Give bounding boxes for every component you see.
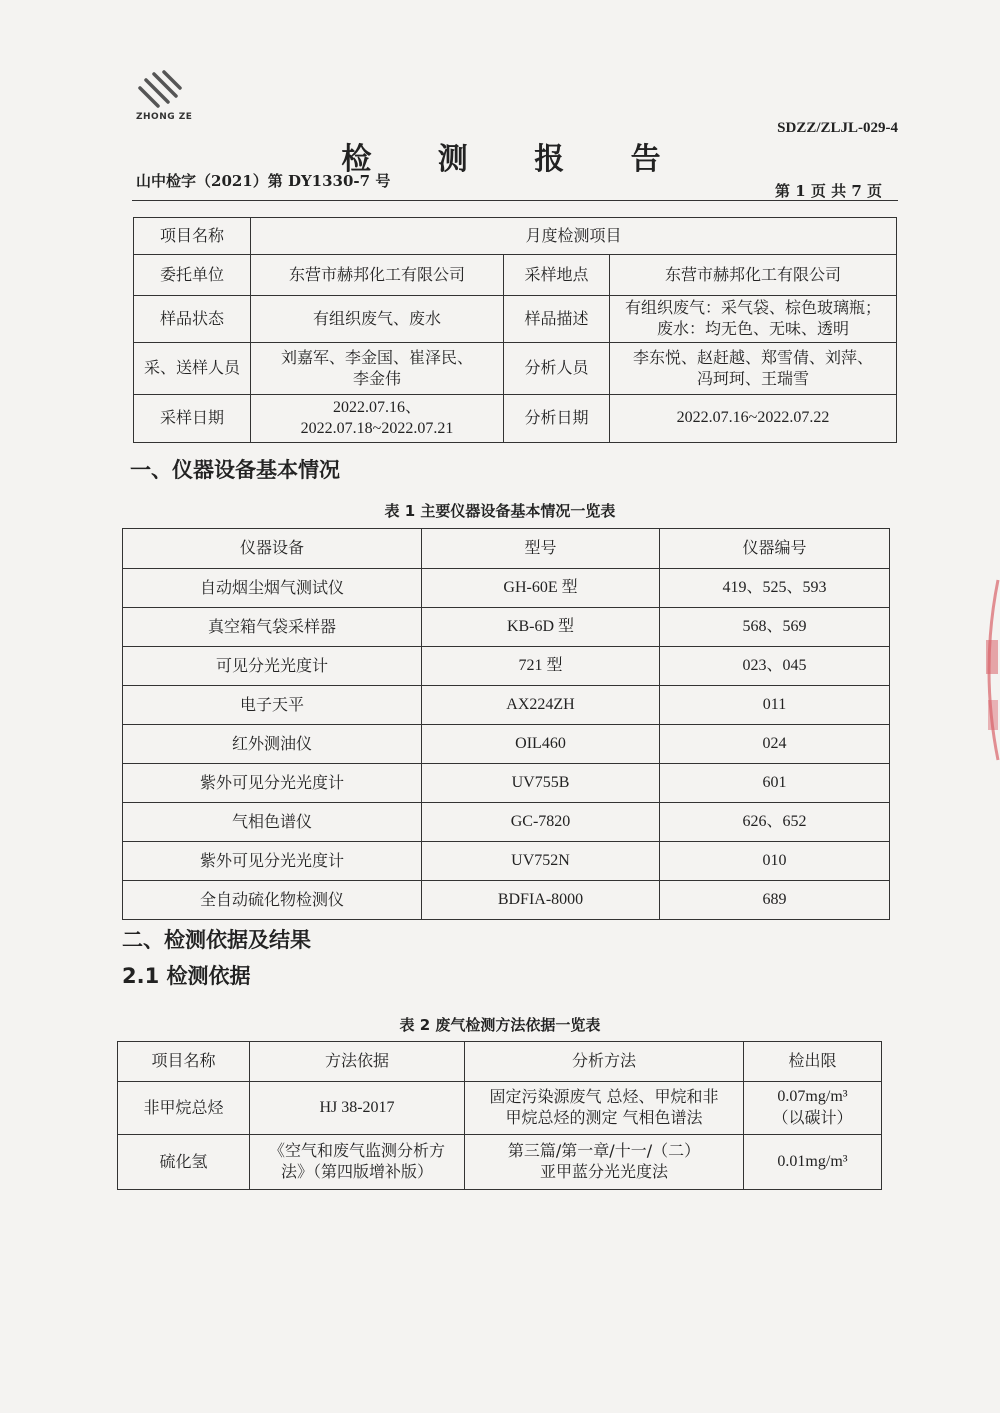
equipment-number: 419、525、593 <box>660 569 890 608</box>
page-info: 第 1 页 共 7 页 <box>775 182 882 200</box>
equipment-model: UV755B <box>422 764 660 803</box>
method-basis <box>250 1135 465 1190</box>
company-logo <box>132 68 202 128</box>
info-table <box>133 217 897 443</box>
method-limit <box>744 1082 882 1135</box>
method-item: 非甲烷总烃 <box>118 1082 250 1135</box>
table-row <box>123 686 890 725</box>
table-row <box>118 1082 882 1135</box>
analyst-line-2: 冯珂珂、王瑞雪 <box>696 368 809 388</box>
method-basis: HJ 38-2017 <box>250 1082 465 1135</box>
col-limit-header: 检出限 <box>744 1042 882 1082</box>
method-analysis-line-2: 甲烷总烃的测定 气相色谱法 <box>505 1108 703 1127</box>
sample-desc-label: 样品描述 <box>504 296 610 343</box>
equipment-model: UV752N <box>422 842 660 881</box>
project-name-label: 项目名称 <box>134 218 251 255</box>
method-header-row <box>118 1042 882 1082</box>
logo-mark-icon <box>132 68 192 112</box>
method-analysis <box>465 1082 744 1135</box>
method-limit-line-1: 0.07mg/m³ <box>777 1088 848 1106</box>
sample-date-line-1: 2022.07.16、 <box>332 398 421 416</box>
client-label: 委托单位 <box>134 255 251 296</box>
sample-date-label: 采样日期 <box>134 395 251 443</box>
sample-state-value: 有组织废气、废水 <box>251 296 504 343</box>
equipment-model: GH-60E 型 <box>422 569 660 608</box>
method-item: 硫化氢 <box>118 1135 250 1190</box>
table-row <box>123 725 890 764</box>
table-row <box>123 881 890 920</box>
method-basis-line-2: 法》（第四版增补版） <box>280 1162 433 1181</box>
method-limit: 0.01mg/m³ <box>744 1135 882 1190</box>
logo-text: ZHONG ZE <box>136 112 193 122</box>
project-name-value: 月度检测项目 <box>251 218 897 255</box>
section-2-heading: 二、检测依据及结果 <box>122 928 311 952</box>
table-row <box>123 842 890 881</box>
col-equipment-header: 仪器设备 <box>123 529 422 569</box>
col-method-header: 分析方法 <box>465 1042 744 1082</box>
stamp-seal-icon <box>976 570 1000 770</box>
equipment-name: 自动烟尘烟气测试仪 <box>123 569 422 608</box>
equipment-model: GC-7820 <box>422 803 660 842</box>
sample-date-value <box>251 395 504 443</box>
sampler-label: 采、送样人员 <box>134 343 251 395</box>
sample-desc-value <box>610 296 897 343</box>
equipment-model: AX224ZH <box>422 686 660 725</box>
method-limit-line-2: （以碳计） <box>772 1108 853 1127</box>
sample-site-label: 采样地点 <box>504 255 610 296</box>
document-code: SDZZ/ZLJL-029-4 <box>777 120 898 136</box>
equipment-name: 真空箱气袋采样器 <box>123 608 422 647</box>
equipment-model: 721 型 <box>422 647 660 686</box>
equipment-number: 601 <box>660 764 890 803</box>
method-table <box>117 1041 882 1190</box>
equipment-number: 011 <box>660 686 890 725</box>
col-item-header: 项目名称 <box>118 1042 250 1082</box>
equipment-name: 电子天平 <box>123 686 422 725</box>
table-1-caption: 表 1 主要仪器设备基本情况一览表 <box>384 502 616 520</box>
table-row <box>123 764 890 803</box>
table-row <box>118 1135 882 1190</box>
section-2-1-heading: 2.1 检测依据 <box>122 964 251 988</box>
equipment-number: 626、652 <box>660 803 890 842</box>
table-row <box>123 608 890 647</box>
equipment-number: 024 <box>660 725 890 764</box>
analyst-label: 分析人员 <box>504 343 610 395</box>
analysis-date-value: 2022.07.16~2022.07.22 <box>610 395 897 443</box>
method-analysis-line-1: 第三篇/第一章/十一/（二） <box>507 1141 701 1161</box>
header-divider <box>132 200 898 201</box>
equipment-name: 红外测油仪 <box>123 725 422 764</box>
equipment-name: 紫外可见分光光度计 <box>123 764 422 803</box>
method-basis-line-1: 《空气和废气监测分析方 <box>268 1141 445 1161</box>
sampler-line-1: 刘嘉军、李金国、崔泽民、 <box>280 347 473 367</box>
analysis-date-label: 分析日期 <box>504 395 610 443</box>
sample-desc-line-1: 有组织废气：采气袋、棕色玻璃瓶； <box>624 298 881 318</box>
analyst-value <box>610 343 897 395</box>
table-row <box>123 803 890 842</box>
sampler-line-2: 李金伟 <box>352 368 401 388</box>
equipment-name: 气相色谱仪 <box>123 803 422 842</box>
equipment-model: BDFIA-8000 <box>422 881 660 920</box>
method-analysis <box>465 1135 744 1190</box>
table-row <box>123 569 890 608</box>
method-analysis-line-2: 亚甲蓝分光光度法 <box>539 1162 668 1181</box>
sample-site-value: 东营市赫邦化工有限公司 <box>610 255 897 296</box>
equipment-model: KB-6D 型 <box>422 608 660 647</box>
equipment-model: OIL460 <box>422 725 660 764</box>
table-2-caption: 表 2 废气检测方法依据一览表 <box>399 1016 601 1034</box>
sample-desc-line-2: 废水：均无色、无味、透明 <box>656 319 849 338</box>
sampler-value <box>251 343 504 395</box>
equipment-name: 全自动硫化物检测仪 <box>123 881 422 920</box>
equipment-number: 023、045 <box>660 647 890 686</box>
equipment-table <box>122 528 890 920</box>
section-1-heading: 一、仪器设备基本情况 <box>130 458 340 482</box>
table-row <box>123 647 890 686</box>
report-number: 山中检字（2021）第 DY1330-7 号 <box>136 172 391 190</box>
equipment-number: 568、569 <box>660 608 890 647</box>
stamp-seal <box>976 570 1000 770</box>
col-model-header: 型号 <box>422 529 660 569</box>
equipment-name: 紫外可见分光光度计 <box>123 842 422 881</box>
client-value: 东营市赫邦化工有限公司 <box>251 255 504 296</box>
equipment-number: 010 <box>660 842 890 881</box>
col-basis-header: 方法依据 <box>250 1042 465 1082</box>
col-number-header: 仪器编号 <box>660 529 890 569</box>
sample-state-label: 样品状态 <box>134 296 251 343</box>
equipment-header-row <box>123 529 890 569</box>
equipment-number: 689 <box>660 881 890 920</box>
sample-date-line-2: 2022.07.18~2022.07.21 <box>300 419 454 437</box>
page-title: 检 测 报 告 <box>341 142 689 177</box>
method-analysis-line-1: 固定污染源废气 总烃、甲烷和非 <box>489 1087 719 1107</box>
analyst-line-1: 李东悦、赵赶越、郑雪倩、刘萍、 <box>632 347 873 367</box>
equipment-name: 可见分光光度计 <box>123 647 422 686</box>
